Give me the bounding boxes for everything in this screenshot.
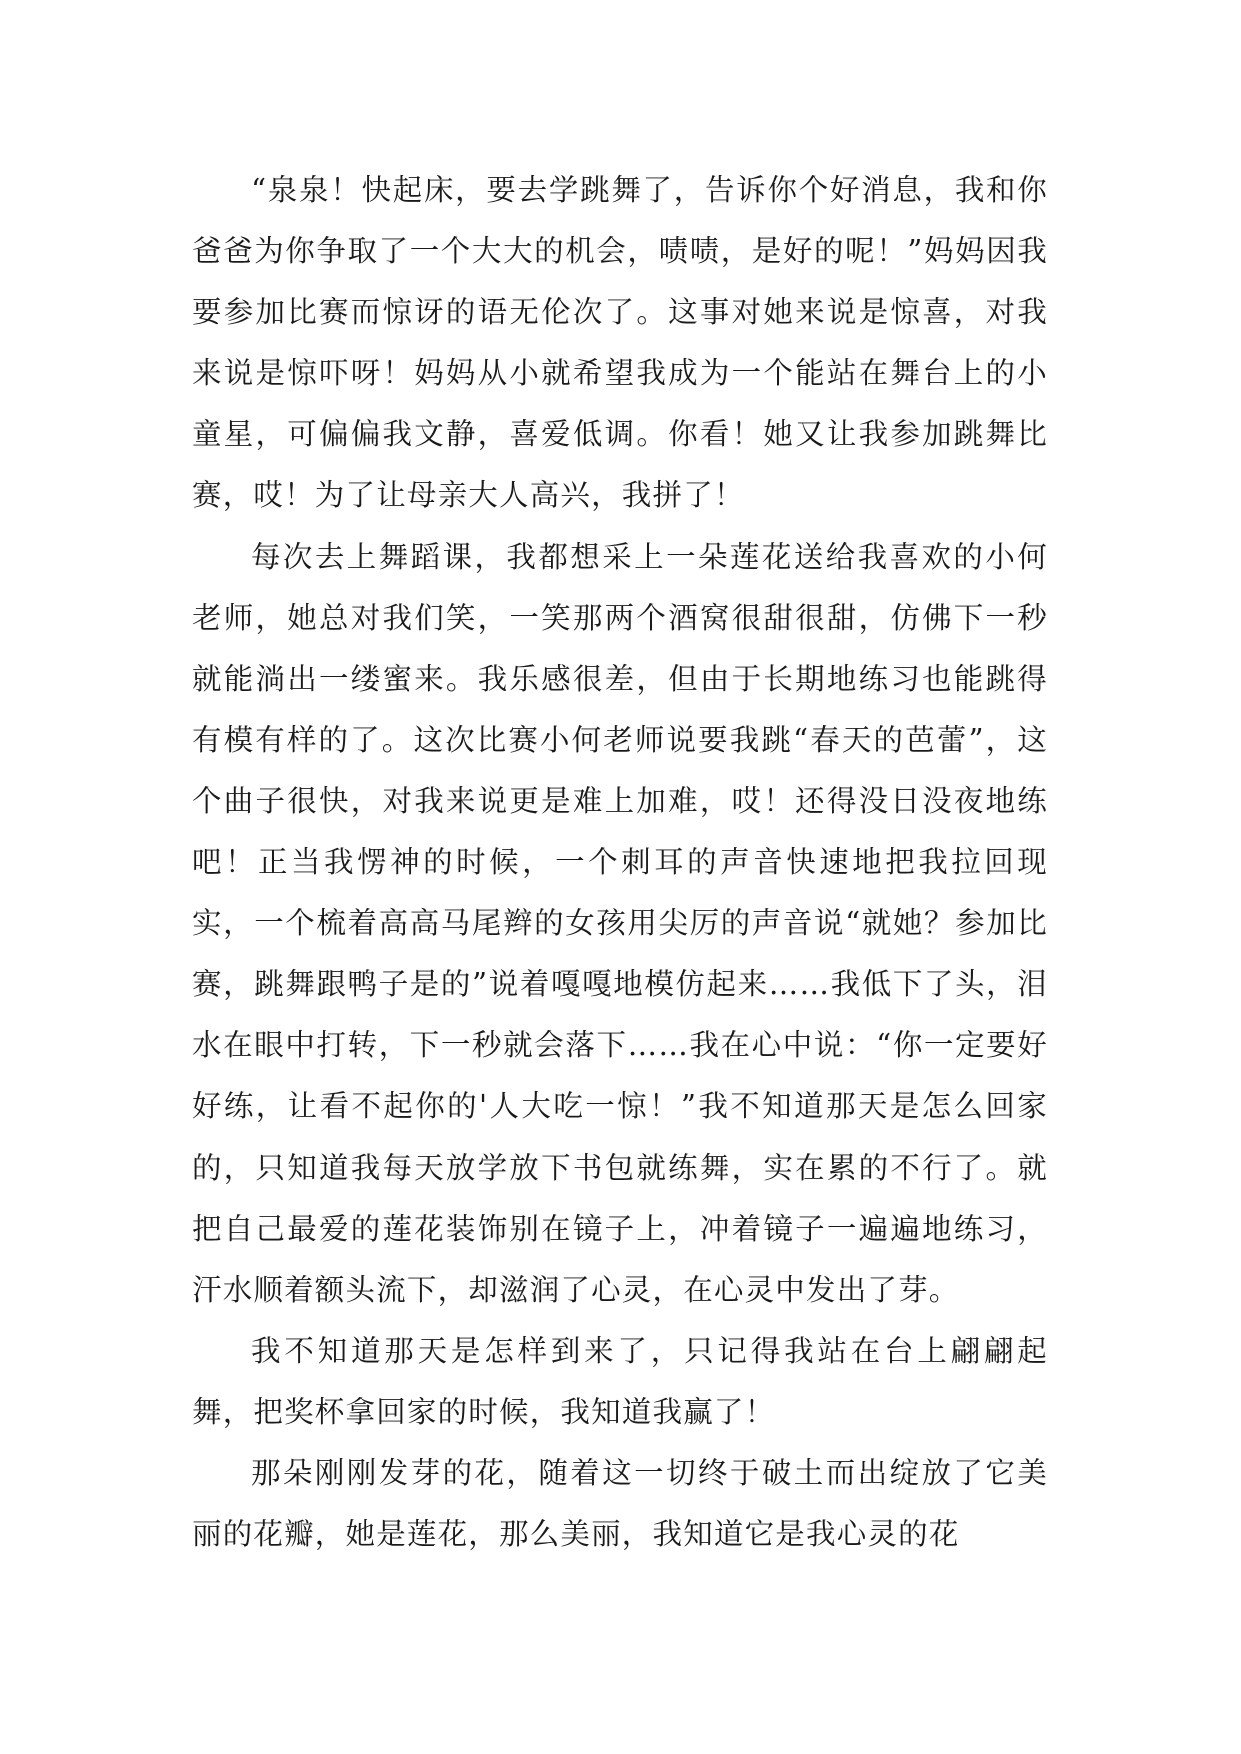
paragraph-1: “泉泉！快起床，要去学跳舞了，告诉你个好消息，我和你爸爸为你争取了一个大大的机会，啧啧，是好的呢！”妈妈因我要参加比赛而惊讶的语无伦次了。这事对她来说是惊喜，对我来说是惊吓呀！妈妈从小就希望我成为一个能站在舞台上的小童星，可偏偏我文静，喜爱低调。你看！她又让我参加跳舞比赛，哎！为了让母亲大人高兴，我拼了！ xyxy=(192,173,1048,513)
paragraph-2: 每次去上舞蹈课，我都想采上一朵莲花送给我喜欢的小何老师，她总对我们笑，一笑那两个酒窝很甜很甜，仿佛下一秒就能淌出一缕蜜来。我乐感很差，但由于长期地练习也能跳得有模有样的了。这次比赛小何老师说要我跳“春天的芭蕾”，这个曲子很快，对我来说更是难上加难，哎！还得没日没夜地练吧！正当我愣神的时候，一个刺耳的声音快速地把我拉回现实，一个梳着高高马尾辫的女孩用尖厉的声音说“就她？参加比赛，跳舞跟鸭子是的”说着嘎嘎地模仿起来……我低下了头，泪水在眼中打转，下一秒就会落下……我在心中说：“你一定要好好练，让看不起你的'人大吃一惊！”我不知道那天是怎么回家的，只知道我每天放学放下书包就练舞，实在累的不行了。就把自己最爱的莲花装饰别在镜子上，冲着镜子一遍遍地练习，汗水顺着额头流下，却滋润了心灵，在心灵中发出了芽。 xyxy=(192,539,1048,1307)
paragraph-4: 那朵刚刚发芽的花，随着这一切终于破土而出绽放了它美丽的花瓣，她是莲花，那么美丽，我知道它是我心灵的花 xyxy=(192,1455,1048,1552)
essay-body xyxy=(192,160,1048,1565)
paragraph-3: 我不知道那天是怎样到来了，只记得我站在台上翩翩起舞，把奖杯拿回家的时候，我知道我赢了！ xyxy=(192,1333,1048,1429)
